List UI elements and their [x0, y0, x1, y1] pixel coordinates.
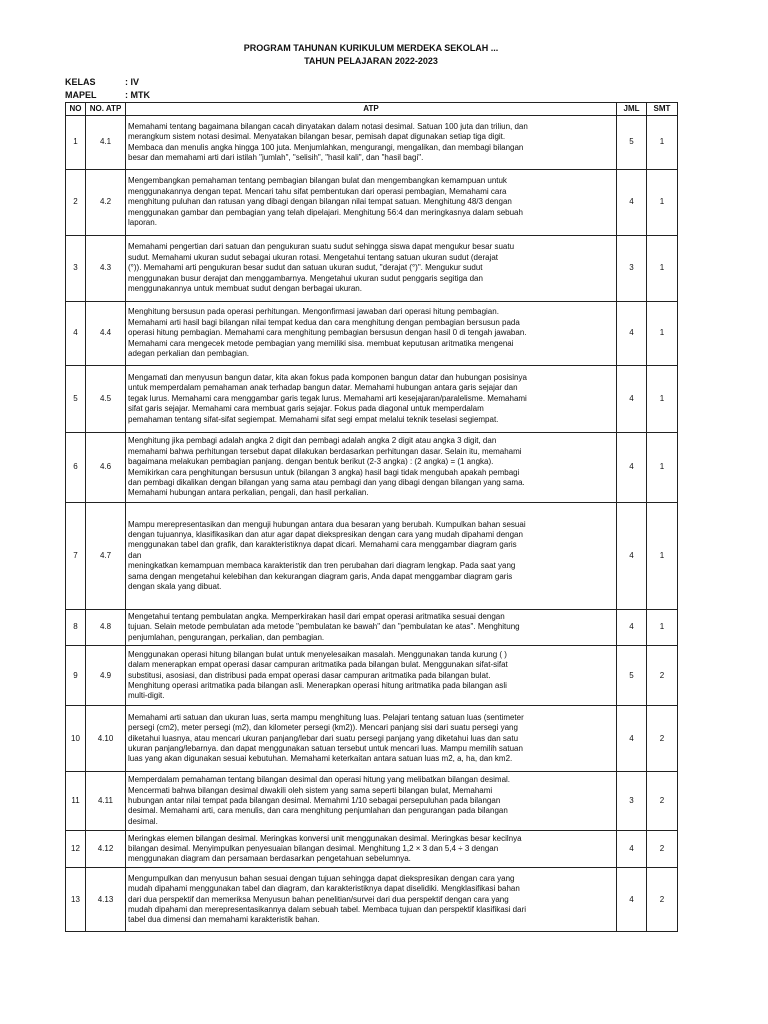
row-atp-description: Meringkas elemen bilangan desimal. Meringkas konversi unit menggunakan desimal. Meringkas besar kecilnya bilangan desimal. Menyimpulkan penyesuaian bilangan desimal. Menghitung 1,2 × 3 dan 5,4 ÷ 3 dengan menggunakan diagram dan persamaan berdasarkan pengetahuan sebelumnya. [126, 831, 617, 868]
row-no: 13 [66, 868, 86, 932]
row-atp-number: 4.9 [86, 646, 126, 706]
mapel-label: MAPEL [65, 90, 97, 100]
row-smt: 1 [647, 302, 678, 366]
col-header-smt: SMT [647, 103, 678, 116]
row-atp-number: 4.5 [86, 366, 126, 433]
row-atp-number: 4.12 [86, 831, 126, 868]
row-jml: 4 [617, 366, 647, 433]
row-smt: 1 [647, 236, 678, 302]
row-no: 10 [66, 706, 86, 772]
table-row [66, 868, 678, 932]
table-row [66, 772, 678, 831]
table-row [66, 646, 678, 706]
row-atp-number: 4.2 [86, 170, 126, 236]
document-title: PROGRAM TAHUNAN KURIKULUM MERDEKA SEKOLAH ... [243, 43, 499, 53]
row-jml: 4 [617, 302, 647, 366]
row-atp-number: 4.6 [86, 433, 126, 503]
table-header-row [66, 103, 678, 116]
row-no: 4 [66, 302, 86, 366]
row-no: 6 [66, 433, 86, 503]
row-jml: 4 [617, 868, 647, 932]
row-smt: 2 [647, 831, 678, 868]
row-atp-description: Memperdalam pemahaman tentang bilangan desimal dan operasi hitung yang melibatkan bilangan desimal. Mencermati bahwa bilangan desimal diwakili oleh sistem yang sama seperti bilangan bulat, Memahami hubungan antar nilai tempat pada bilangan desimal. Memahmi 1/10 sebagai persepuluhan pada bilangan desimal. Memahami arti, cara menulis, dan cara menghitung penjumlahan dan pengurangan pada bilangan desimal. [126, 772, 617, 831]
row-jml: 4 [617, 831, 647, 868]
row-atp-description: Menghitung jika pembagi adalah angka 2 digit dan pembagi adalah angka 2 digit atau angka 3 digit, dan memahami bahwa perhitungan tersebut dapat dilakukan berdasarkan perhitungan dasar. Selain itu, memahami bagaimana melakukan pembagian panjang. dengan bentuk berikut (2-3 angka) : (2 angka) = (1 angka). Memikirkan cara penghitungan bersusun untuk (bilangan 3 angka) hasil bagi tidak mengubah apakah pembagi dan pembagi dikalikan dengan bilangan yang sama atau pembagi dan yang dibagi dengan bilangan yang sama. Memahami hubungan antara perkalian, pengali, dan hasil perkalian. [126, 433, 617, 503]
row-atp-description: Menggunakan operasi hitung bilangan bulat untuk menyelesaikan masalah. Menggunakan tanda kurung ( ) dalam menerapkan empat operasi dasar campuran aritmatika pada bilangan bulat. Menggunakan sifat-sifat substitusi, asosiasi, dan distribusi pada empat operasi dasar campuran aritmatika pada bilangan bulat. Menghitung operasi aritmatika pada bilangan asli. Menerapkan operasi hitung aritmatika pada bilangan asli multi-digit. [126, 646, 617, 706]
col-header-atp: ATP [126, 103, 617, 116]
row-atp-description: Menghitung bersusun pada operasi perhitungan. Mengonfirmasi jawaban dari operasi hitung pembagian. Memahami arti hasil bagi bilangan nilai tempat kedua dan cara menghitung dengan pembagian bersusun pada operasi hitung pembagian. Memahami cara menghitung pembagian bersusun dengan hasil 0 di tengah jawaban. Memahami cara mengecek metode pembagian yang memiliki sisa. membuat keputusan aritmatika mengenai adegan perkalian dan pembagian. [126, 302, 617, 366]
row-jml: 4 [617, 706, 647, 772]
row-atp-description: Mengumpulkan dan menyusun bahan sesuai dengan tujuan sehingga dapat diekspresikan dengan cara yang mudah dipahami menggunakan tabel dan diagram, dan karakteristiknya dapat diselidiki. Mengklasifikasi bahan dari dua perspektif dan memeriksa Menyusun bahan penelitian/survei dari dua perspektif dengan cara yang mudah dipahami dan merepresentasikannya dalam sebuah tabel. Membaca tujuan dan perspektif klasifikasi dari tabel dua dimensi dan memahami karakteristik bahan. [126, 868, 617, 932]
col-header-no: NO [66, 103, 86, 116]
table-row [66, 116, 678, 170]
kelas-label: KELAS [65, 77, 96, 87]
row-smt: 2 [647, 646, 678, 706]
row-smt: 2 [647, 868, 678, 932]
table-row [66, 302, 678, 366]
row-jml: 3 [617, 236, 647, 302]
row-atp-number: 4.13 [86, 868, 126, 932]
row-atp-description: Mampu merepresentasikan dan menguji hubungan antara dua besaran yang berubah. Kumpulkan bahan sesuai dengan tujuannya, klasifikasikan dan atur agar dapat diekspresikan dengan cara yang mudah dipahami dengan menggunakan tabel dan grafik, dan karakteristiknya dapat dicari. Memahami cara menggambar diagram garis dan meningkatkan kemampuan membaca karakteristik dan tren perubahan dari diagram lengkap. Pada saat yang sama dengan mengetahui kelebihan dan kekurangan diagram garis, Anda dapat menggambar diagram garis dengan skala yang dibuat. [126, 503, 617, 610]
atp-table [65, 102, 678, 932]
row-no: 2 [66, 170, 86, 236]
table-row [66, 236, 678, 302]
row-atp-description: Mengetahui tentang pembulatan angka. Memperkirakan hasil dari empat operasi aritmatika sesuai dengan tujuan. Selain metode pembulatan ada metode "pembulatan ke bawah" dan "pembulatan ke atas". Menghitung penjumlahan, pengurangan, perkalian, dan pembagian. [126, 610, 617, 646]
row-atp-description: Mengamati dan menyusun bangun datar, kita akan fokus pada komponen bangun datar dan hubungan posisinya untuk memperdalam pemahaman anak terhadap bangun datar. Memahami hubungan antara garis sejajar dan tegak lurus. Memahami cara menggambar garis tegak lurus. Memahami arti kesejajaran/paralelisme. Memahami sifat garis sejajar. Memahami cara membuat garis sejajar. Fokus pada diagonal untuk memperdalam pemahaman tentang sifat-sifat segiempat. Memahami sifat segi empat melalui teknik teselasi segiempat. [126, 366, 617, 433]
table-row [66, 170, 678, 236]
col-header-jml: JML [617, 103, 647, 116]
row-atp-number: 4.3 [86, 236, 126, 302]
table-row [66, 831, 678, 868]
table-row [66, 706, 678, 772]
row-smt: 1 [647, 503, 678, 610]
row-smt: 1 [647, 170, 678, 236]
row-jml: 4 [617, 433, 647, 503]
kelas-row [65, 76, 677, 89]
row-jml: 4 [617, 610, 647, 646]
mapel-row [65, 89, 677, 102]
kelas-value: : IV [125, 77, 140, 87]
row-atp-number: 4.11 [86, 772, 126, 831]
row-jml: 3 [617, 772, 647, 831]
row-no: 12 [66, 831, 86, 868]
row-atp-number: 4.1 [86, 116, 126, 170]
row-no: 11 [66, 772, 86, 831]
row-jml: 5 [617, 116, 647, 170]
row-smt: 2 [647, 706, 678, 772]
row-atp-description: Mengembangkan pemahaman tentang pembagian bilangan bulat dan mengembangkan kemampuan untuk menggunakannya dengan tepat. Mencari tahu sifat pembentukan dari operasi pembagian, Memahami cara menghitung puluhan dan ratusan yang dibagi dengan bilangan nilai tempat satuan. Menghitung 48/3 dengan menggunakan gambar dan pembagian yang telah dipelajari. Menghitung 56:4 dan meringkasnya dalam sebuah laporan. [126, 170, 617, 236]
row-smt: 1 [647, 433, 678, 503]
document-page [65, 0, 677, 932]
row-atp-description: Memahami pengertian dari satuan dan pengukuran suatu sudut sehingga siswa dapat mengukur besar suatu sudut. Memahami ukuran sudut sebagai ukuran rotasi. Mengetahui tentang satuan ukuran sudut (derajat (°)). Memahami arti pengukuran besar sudut dan satuan ukuran sudut, "derajat (°)". Mengukur sudut menggunakan busur derajat dan menggambarnya. Mengetahui ukuran sudut penggaris segitiga dan menggunakannya untuk membuat sudut dengan berbagai ukuran. [126, 236, 617, 302]
row-jml: 4 [617, 170, 647, 236]
document-meta [65, 76, 677, 102]
row-atp-number: 4.7 [86, 503, 126, 610]
row-no: 3 [66, 236, 86, 302]
row-smt: 1 [647, 116, 678, 170]
row-jml: 5 [617, 646, 647, 706]
table-row [66, 503, 678, 610]
row-no: 8 [66, 610, 86, 646]
row-no: 5 [66, 366, 86, 433]
row-smt: 1 [647, 610, 678, 646]
row-atp-description: Memahami arti satuan dan ukuran luas, serta mampu menghitung luas. Pelajari tentang satuan luas (sentimeter persegi (cm2), meter persegi (m2), dan kilometer persegi (km2)). Mencari panjang sisi dari suatu persegi yang diketahui luasnya, atau mencari ukuran panjang/lebar dari suatu persegi panjang yang diketahui luas dan satu ukuran panjang/lebarnya. dan dapat menggunakan satuan tersebut untuk mencari luas. Mampu memilih satuan luas yang akan digunakan sesuai kebutuhan. Memahami keterkaitan antara satuan luas m2, a, ha, dan km2. [126, 706, 617, 772]
document-subtitle: TAHUN PELAJARAN 2022-2023 [304, 56, 438, 66]
row-atp-number: 4.10 [86, 706, 126, 772]
row-no: 9 [66, 646, 86, 706]
row-smt: 2 [647, 772, 678, 831]
row-atp-description: Memahami tentang bagaimana bilangan cacah dinyatakan dalam notasi desimal. Satuan 100 juta dan triliun, dan merangkum sistem notasi desimal. Menyatakan bilangan besar, pemisah dapat digunakan setiap tiga digit. Membaca dan menulis angka hingga 100 juta. Menjumlahkan, mengurangi, mengalikan, dan membagi bilangan besar dan memahami arti dari istilah "jumlah", "selisih", "hasil kali", dan "hasil bagi". [126, 116, 617, 170]
row-no: 1 [66, 116, 86, 170]
row-jml: 4 [617, 503, 647, 610]
col-header-no-atp: NO. ATP [86, 103, 126, 116]
table-row [66, 366, 678, 433]
row-smt: 1 [647, 366, 678, 433]
row-atp-number: 4.8 [86, 610, 126, 646]
row-no: 7 [66, 503, 86, 610]
mapel-value: : MTK [125, 90, 150, 100]
table-row [66, 433, 678, 503]
table-row [66, 610, 678, 646]
row-atp-number: 4.4 [86, 302, 126, 366]
